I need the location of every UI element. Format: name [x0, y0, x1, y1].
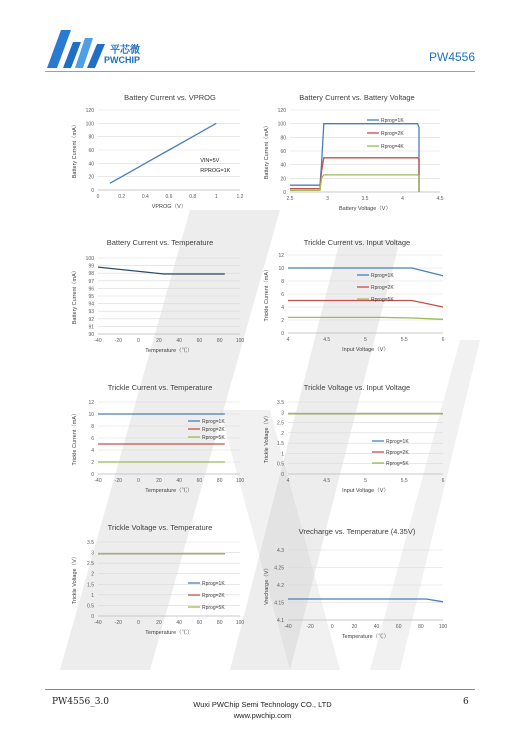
- x-tick-label: 4: [286, 478, 290, 484]
- x-tick-label: 0.4: [141, 194, 149, 200]
- y-tick-label: 4.2: [277, 583, 284, 589]
- x-tick-label: -20: [114, 478, 122, 484]
- x-tick-label: 0.2: [118, 194, 126, 200]
- x-tick-label: -20: [114, 620, 122, 626]
- x-tick-label: -40: [94, 338, 102, 344]
- footer-company: Wuxi PWChip Semi Technology CO., LTD: [193, 700, 332, 709]
- x-tick-label: 5: [364, 337, 367, 343]
- y-tick-label: 3.5: [277, 400, 284, 406]
- x-axis-label: Temperature（℃）: [341, 634, 390, 640]
- chart-title: Trickle Current vs. Temperature: [107, 383, 213, 392]
- x-axis-label: Input Voltage（V）: [342, 347, 389, 353]
- y-tick-label: 80: [280, 135, 286, 142]
- chart-trickle-current-vs-input-voltage: [262, 233, 452, 363]
- y-tick-label: 60: [88, 148, 94, 154]
- x-tick-label: 100: [235, 478, 245, 484]
- y-tick-label: 10: [88, 412, 94, 418]
- legend-label: Rprog=2K: [371, 285, 394, 291]
- legend-label: Rprog=2K: [386, 450, 409, 456]
- chart-title: Battery Current vs. Battery Voltage: [299, 93, 415, 102]
- legend-label: Rprog=2K: [381, 131, 404, 137]
- annotation-label: VIN=5V: [200, 158, 220, 164]
- y-tick-label: 1.5: [87, 582, 94, 589]
- y-axis-label: Trickle Voltage（V）: [72, 553, 78, 605]
- header-divider: [45, 71, 475, 72]
- chart-battery-current-vs-battery-voltage: [262, 88, 452, 220]
- header: [0, 0, 523, 80]
- y-tick-label: 2: [281, 318, 284, 324]
- x-tick-label: 60: [196, 338, 203, 344]
- y-tick-label: 0: [283, 190, 286, 196]
- y-tick-label: 4.15: [274, 600, 284, 607]
- chart-title: Trickle Voltage vs. Input Voltage: [303, 383, 411, 392]
- x-tick-label: -40: [94, 478, 102, 484]
- y-tick-label: 3.5: [87, 540, 94, 546]
- y-tick-label: 4: [91, 448, 94, 454]
- y-tick-label: 12: [278, 253, 284, 259]
- y-tick-label: 94: [88, 301, 94, 308]
- x-tick-label: 20: [156, 478, 162, 484]
- x-tick-label: 80: [216, 478, 223, 484]
- y-tick-label: 4.1: [277, 618, 284, 624]
- y-tick-label: 100: [85, 256, 94, 262]
- legend-label: Rprog=5K: [202, 605, 225, 611]
- y-tick-label: 10: [278, 266, 284, 272]
- series-line-1: [110, 123, 220, 183]
- y-tick-label: 20: [88, 174, 94, 181]
- x-axis-label: VPROG（V）: [151, 204, 187, 210]
- x-tick-label: 80: [418, 624, 424, 630]
- series-line-3: [290, 175, 419, 192]
- company-name-cn: 平芯微: [110, 45, 140, 56]
- x-tick-label: 1.2: [236, 194, 244, 200]
- legend-label: Rprog=5K: [202, 435, 225, 441]
- x-tick-label: 20: [351, 624, 358, 630]
- y-tick-label: 0: [281, 331, 284, 337]
- y-axis-label: Trickle Current（mA）: [264, 266, 270, 322]
- legend-label: Rprog=2K: [202, 593, 225, 599]
- part-number: PW4556: [429, 50, 476, 64]
- company-name-en: PWCHIP: [104, 55, 140, 65]
- y-tick-label: 0: [91, 472, 94, 478]
- y-tick-label: 2: [91, 460, 94, 466]
- y-tick-label: 8: [281, 279, 284, 285]
- x-axis-label: Input Voltage（V）: [342, 488, 389, 494]
- y-tick-label: 3: [281, 410, 284, 417]
- footer-page-number: 6: [463, 697, 469, 707]
- x-tick-label: 0: [137, 478, 140, 484]
- y-tick-label: 2.5: [87, 561, 94, 568]
- legend-label: Rprog=5K: [386, 461, 409, 467]
- chart-title: Battery Current vs. Temperature: [106, 238, 214, 247]
- x-tick-label: 5: [364, 478, 367, 484]
- y-tick-label: 120: [85, 108, 94, 114]
- y-tick-label: 4: [281, 305, 284, 311]
- y-tick-label: 0.5: [87, 603, 94, 610]
- x-tick-label: 4.5: [323, 337, 331, 343]
- x-tick-label: 100: [438, 624, 448, 630]
- x-tick-label: 4.5: [323, 478, 331, 484]
- y-tick-label: 1: [91, 592, 94, 599]
- y-tick-label: 90: [88, 332, 94, 338]
- y-axis-label: Trickle Voltage（V）: [264, 412, 270, 464]
- x-tick-label: 4: [401, 196, 404, 202]
- x-tick-label: 3.5: [361, 196, 369, 202]
- x-axis-label: Battery Voltage（V）: [339, 206, 391, 212]
- x-tick-label: -40: [94, 620, 102, 626]
- x-axis-label: Temperature（℃）: [145, 630, 193, 636]
- chart-battery-current-vs-vprog: [70, 88, 250, 220]
- x-tick-label: 5.5: [400, 337, 408, 343]
- chart-trickle-current-vs-temperature: [70, 378, 250, 504]
- y-tick-label: 0.5: [277, 461, 284, 468]
- y-tick-label: 1: [281, 451, 284, 458]
- y-axis-label: Vrecharge（V）: [264, 565, 270, 605]
- x-tick-label: 100: [235, 338, 245, 344]
- footer-website: www.pwchip.com: [233, 711, 292, 720]
- y-tick-label: 0: [91, 614, 94, 620]
- y-tick-label: 40: [280, 162, 286, 169]
- x-axis-label: Temperature（℃）: [145, 348, 193, 354]
- y-tick-label: 100: [85, 121, 94, 128]
- x-tick-label: -20: [306, 624, 314, 630]
- y-tick-label: 20: [280, 176, 286, 183]
- y-tick-label: 120: [277, 108, 286, 114]
- chart-title: Battery Current vs. VPROG: [124, 93, 216, 102]
- chart-title: Trickle Voltage vs. Temperature: [107, 523, 213, 532]
- y-tick-label: 0: [281, 472, 284, 478]
- y-tick-label: 60: [280, 149, 286, 155]
- y-tick-label: 91: [88, 324, 94, 331]
- y-tick-label: 2: [281, 430, 284, 437]
- x-tick-label: 6: [441, 337, 445, 343]
- x-tick-label: 5.5: [400, 478, 408, 484]
- footer-doc-version: PW4556_3.0: [52, 697, 110, 707]
- y-axis-label: Battery Current（mA）: [72, 121, 78, 179]
- legend-label: Rprog=1K: [371, 273, 394, 279]
- legend-label: Rprog=2K: [202, 427, 225, 433]
- x-tick-label: 60: [196, 478, 203, 484]
- y-tick-label: 80: [88, 134, 94, 141]
- x-axis-label: Temperature（℃）: [145, 488, 193, 494]
- x-tick-label: 20: [156, 620, 162, 626]
- x-tick-label: -20: [114, 338, 122, 344]
- x-tick-label: 80: [216, 620, 223, 626]
- x-tick-label: 100: [235, 620, 245, 626]
- x-tick-label: 3: [326, 196, 329, 202]
- y-tick-label: 0: [91, 188, 94, 194]
- y-tick-label: 2: [91, 571, 94, 578]
- series-line-2: [288, 301, 443, 308]
- y-tick-label: 97: [88, 278, 94, 285]
- y-tick-label: 1.5: [277, 441, 284, 448]
- x-tick-label: 40: [373, 624, 380, 630]
- x-tick-label: 20: [156, 338, 162, 344]
- x-tick-label: 6: [441, 478, 445, 484]
- y-tick-label: 12: [88, 400, 94, 406]
- legend-label: Rprog=1K: [202, 419, 225, 425]
- chart-title: Trickle Current vs. Input Voltage: [303, 238, 411, 247]
- y-axis-label: Trickle Current（mA）: [72, 410, 78, 466]
- x-tick-label: 1: [214, 194, 218, 200]
- x-tick-label: 0: [137, 620, 140, 626]
- y-tick-label: 2.5: [277, 420, 284, 427]
- x-tick-label: 40: [176, 620, 182, 626]
- series-line-3: [288, 317, 443, 319]
- legend-label: Rprog=1K: [202, 581, 225, 587]
- chart-trickle-voltage-vs-input-voltage: [262, 378, 452, 504]
- x-tick-label: 4: [286, 337, 290, 343]
- x-tick-label: 60: [196, 620, 203, 626]
- y-tick-label: 4.25: [274, 565, 284, 572]
- y-tick-label: 4.3: [277, 548, 284, 554]
- legend-label: Rprog=1K: [381, 118, 404, 124]
- y-tick-label: 98: [88, 271, 94, 278]
- legend-label: Rprog=1K: [386, 439, 409, 445]
- y-tick-label: 92: [88, 316, 94, 323]
- y-axis-label: Battery Current（mA）: [264, 122, 270, 180]
- y-tick-label: 40: [88, 161, 94, 168]
- x-tick-label: 0.6: [165, 194, 173, 200]
- y-tick-label: 6: [281, 292, 284, 298]
- x-tick-label: 0: [137, 338, 140, 344]
- x-tick-label: 2.5: [286, 196, 294, 202]
- x-tick-label: 60: [395, 624, 402, 630]
- x-tick-label: 40: [176, 338, 182, 344]
- chart-battery-current-vs-temperature: [70, 233, 250, 363]
- y-axis-label: Battery Current（mA）: [72, 267, 78, 325]
- x-tick-label: -40: [284, 624, 292, 630]
- chart-trickle-voltage-vs-temperature: [70, 518, 250, 644]
- series-line-1: [288, 599, 443, 602]
- x-tick-label: 0.8: [189, 194, 197, 200]
- company-logo-icon: [45, 24, 107, 70]
- legend-label: Rprog=5K: [371, 297, 394, 303]
- y-tick-label: 8: [91, 424, 94, 430]
- footer-divider: [45, 689, 475, 690]
- y-tick-label: 100: [277, 121, 286, 128]
- chart-vrecharge-vs-temperature: [262, 522, 452, 648]
- x-tick-label: 40: [176, 478, 182, 484]
- y-tick-label: 6: [91, 436, 94, 442]
- annotation-label: RPROG=1K: [200, 168, 231, 174]
- y-tick-label: 95: [88, 294, 94, 300]
- y-tick-label: 99: [88, 263, 94, 270]
- y-tick-label: 93: [88, 309, 94, 316]
- x-tick-label: 4.5: [436, 196, 444, 202]
- y-tick-label: 3: [91, 550, 94, 557]
- x-tick-label: 0: [330, 624, 334, 630]
- y-tick-label: 96: [88, 286, 94, 293]
- chart-title: Vrecharge vs. Temperature (4.35V): [298, 527, 416, 536]
- x-tick-label: 0: [96, 194, 100, 200]
- x-tick-label: 80: [216, 338, 223, 344]
- legend-label: Rprog=4K: [381, 144, 404, 150]
